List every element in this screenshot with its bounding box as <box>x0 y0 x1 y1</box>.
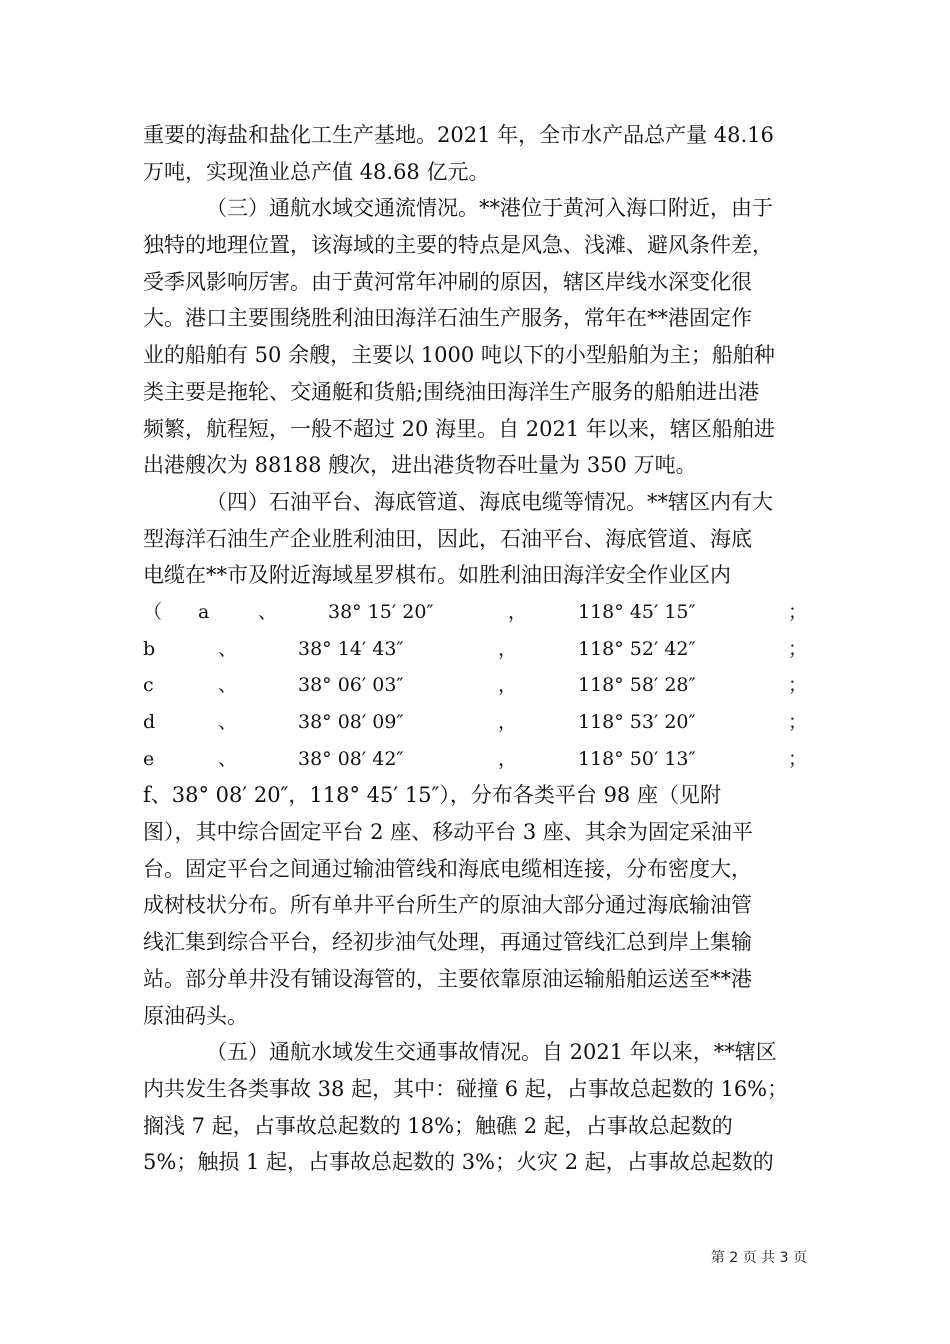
coord-sep: ， <box>498 674 518 697</box>
text-line: 台。固定平台之间通过输油管线和海底电缆相连接，分布密度大， <box>143 856 752 881</box>
coord-lat: 38° 08′ 42″ <box>298 747 404 770</box>
coordinate-row-a <box>143 594 807 631</box>
text-line: 万吨，实现渔业总产值 48.68 亿元。 <box>143 159 490 184</box>
text-line: 独特的地理位置，该海域的主要的特点是风急、浅滩、避风条件差， <box>143 233 773 258</box>
coord-lat: 38° 06′ 03″ <box>298 674 404 697</box>
text-line: 线汇集到综合平台，经初步油气处理，再通过管线汇总到岸上集输 <box>143 930 752 955</box>
text-line: 型海洋石油生产企业胜利油田，因此，石油平台、海底管道、海底 <box>143 526 752 551</box>
coord-sep: ， <box>498 747 518 770</box>
coordinate-row-e <box>143 741 807 778</box>
coord-sep: 、 <box>218 747 238 770</box>
coord-lat: 38° 15′ 20″ <box>328 600 434 623</box>
text-line: 业的船舶有 50 余艘，主要以 1000 吨以下的小型船舶为主；船舶种 <box>143 343 775 368</box>
coord-lat: 38° 08′ 09″ <box>298 711 404 733</box>
coord-label: a <box>198 600 210 623</box>
page-number-footer: 第 2 页 共 3 页 <box>710 1250 807 1266</box>
text-line: 搁浅 7 起，占事故总起数的 18%；触礁 2 起，占事故总起数的 <box>143 1113 733 1138</box>
coord-end: ； <box>787 637 807 660</box>
section-heading-line: （五）通航水域发生交通事故情况。自 2021 年以来，**辖区 <box>206 1040 777 1065</box>
text-line: 重要的海盐和盐化工生产基地。2021 年，全市水产品总产量 48.16 <box>143 123 774 147</box>
coord-lon: 118° 58′ 28″ <box>578 674 696 697</box>
coord-label: b <box>143 637 156 660</box>
open-paren: （ <box>143 600 163 623</box>
document-body <box>143 117 807 1181</box>
text-line: 原油码头。 <box>143 1003 248 1028</box>
coord-label: d <box>143 711 156 733</box>
coord-end: ； <box>787 600 807 623</box>
coord-sep: ， <box>508 600 528 623</box>
coord-label: c <box>143 674 154 697</box>
coord-lon: 118° 53′ 20″ <box>578 711 696 733</box>
text-line: 频繁，航程短，一般不超过 20 海里。自 2021 年以来，辖区船舶进 <box>143 416 775 441</box>
coordinate-row-c <box>143 667 807 704</box>
text-line: 大。港口主要围绕胜利油田海洋石油生产服务，常年在**港固定作 <box>143 306 752 331</box>
coord-lon: 118° 45′ 15″ <box>578 600 696 623</box>
coordinate-row-d <box>143 704 807 741</box>
coord-sep: 、 <box>258 600 278 623</box>
text-line: 受季风影响厉害。由于黄河常年冲刷的原因，辖区岸线水深变化很 <box>143 269 752 294</box>
text-line: 5%；触损 1 起，占事故总起数的 3%；火灾 2 起，占事故总起数的 <box>143 1150 774 1175</box>
coord-sep: ， <box>498 711 518 733</box>
coord-label: e <box>143 747 155 770</box>
coord-sep: 、 <box>218 711 238 733</box>
coord-end: ； <box>787 711 807 733</box>
text-line: f、38° 08′ 20″，118° 45′ 15″），分布各类平台 98 座（见附 <box>143 783 721 808</box>
section-heading-line: （四）石油平台、海底管道、海底电缆等情况。**辖区内有大 <box>206 489 773 514</box>
text-line: 图），其中综合固定平台 2 座、移动平台 3 座、其余为固定采油平 <box>143 820 753 845</box>
coord-lon: 118° 50′ 13″ <box>578 747 696 770</box>
coord-sep: 、 <box>218 637 238 660</box>
text-line: 出港艘次为 88188 艘次，进出港货物吞吐量为 350 万吨。 <box>143 453 697 478</box>
text-line: 类主要是拖轮、交通艇和货船;围绕油田海洋生产服务的船舶进出港 <box>143 379 760 404</box>
coord-sep: 、 <box>218 674 238 697</box>
coord-end: ； <box>787 674 807 697</box>
text-line: 站。部分单井没有铺设海管的，主要依靠原油运输船舶运送至**港 <box>143 966 752 991</box>
text-line: 电缆在**市及附近海域星罗棋布。如胜利油田海洋安全作业区内 <box>143 563 731 588</box>
coord-lon: 118° 52′ 42″ <box>578 637 696 660</box>
coord-lat: 38° 14′ 43″ <box>298 637 404 660</box>
coord-sep: ， <box>498 637 518 660</box>
section-heading-line: （三）通航水域交通流情况。**港位于黄河入海口附近，由于 <box>206 196 773 221</box>
coordinate-row-b <box>143 631 807 668</box>
text-line: 内共发生各类事故 38 起，其中：碰撞 6 起，占事故总起数的 16%； <box>143 1076 789 1101</box>
text-line: 成树枝状分布。所有单井平台所生产的原油大部分通过海底输油管 <box>143 893 752 918</box>
coord-end: ； <box>787 747 807 770</box>
